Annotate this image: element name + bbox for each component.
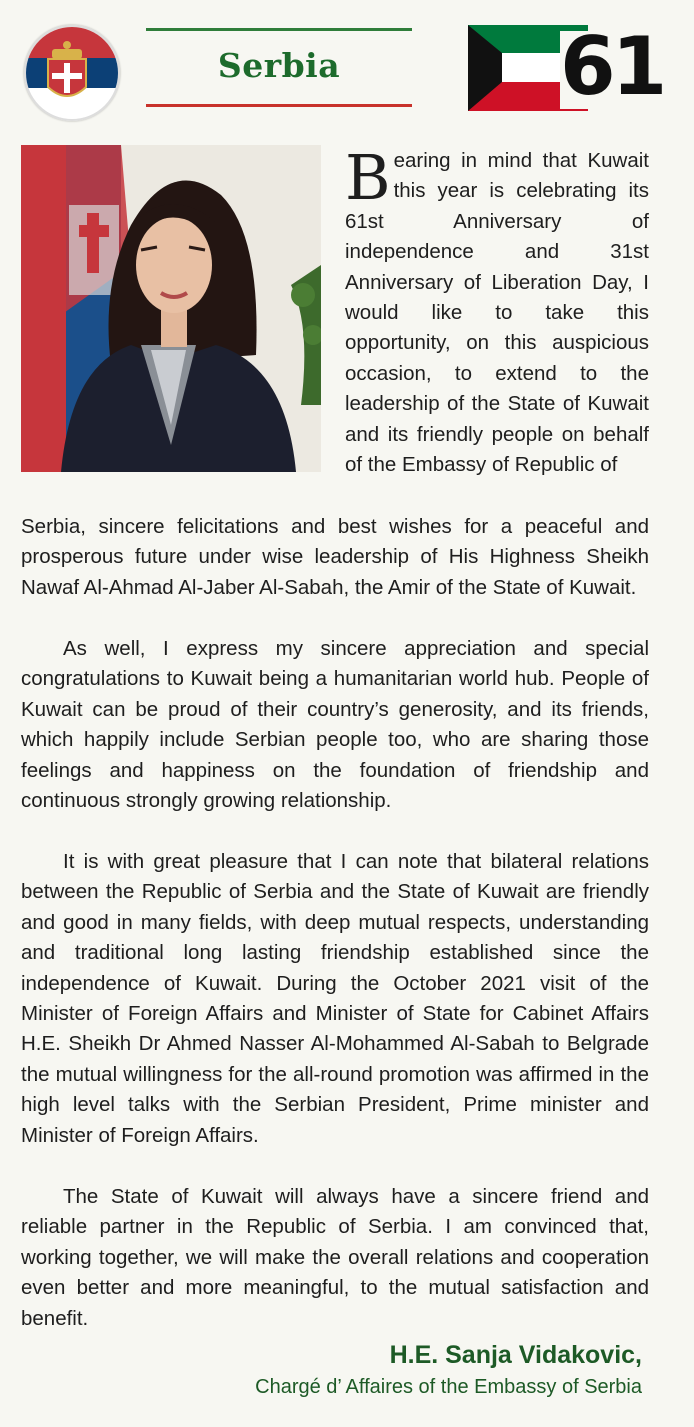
signature-role: Chargé d’ Affaires of the Embassy of Serbia (255, 1376, 642, 1398)
paragraph-3 (21, 847, 649, 1151)
kuwait-61-badge (468, 20, 664, 113)
drop-cap: B (345, 141, 391, 214)
paragraph-4-text: The State of Kuwait will always have a sincere friend and reliable partner in the Republic of Serbia. I am convinced that, working together, we will make the overall relations and cooperation even better and more meaningful, to the mutual satisfaction and benefit. (21, 1185, 649, 1330)
portrait-photo (21, 145, 321, 472)
signature-name: H.E. Sanja Vidakovic, (389, 1341, 642, 1369)
page-title: Serbia (217, 46, 341, 85)
badge-number: 61 (560, 20, 664, 113)
intro-continued-text: Serbia, sincere felicitations and best wishes for a peaceful and prosperous future under wise leadership of His Highness Sheikh Nawaf Al-Ahmad Al-Jaber Al-Sabah, the Amir of the State of Kuwait. (21, 515, 649, 599)
title-block (146, 28, 412, 108)
intro-paragraph (345, 141, 649, 480)
paragraph-2 (21, 634, 649, 816)
paragraph-2-text: As well, I express my sincere appreciation and special congratulations to Kuwait being a humanitarian world hub. People of Kuwait can be proud of their country’s generosity, and its friends, which happily include Serbian people too, who are sharing those feelings and happiness on the foundation of friendship and continuous strongly growing relationship. (21, 637, 649, 813)
intro-continued (21, 512, 649, 603)
paragraph-4 (21, 1182, 649, 1334)
paragraph-3-text: It is with great pleasure that I can note that bilateral relations between the Republic of Serbia and the State of Kuwait are friendly and good in many fields, with deep mutual respects, understanding and traditional long lasting friendship established since the independence of Kuwait. During the October 2021 visit of the Minister of Foreign Affairs and Minister of State for Cabinet Affairs H.E. Sheikh Dr Ahmed Nasser Al-Mohammed Al-Sabah to Belgrade the mutual willingness for the all-round promotion was affirmed in the high level talks with the Serbian President, Prime minister and Minister of Foreign Affairs. (21, 850, 649, 1147)
title-rule-bottom (146, 104, 412, 107)
serbia-flag-icon (24, 25, 120, 121)
title-rule-top (146, 28, 412, 31)
intro-right-text: earing in mind that Kuwait this year is celebrating its 61st Anniversary of independence and 31st Anniversary of Liberation Day, I would like to take this opportunity, on this auspicious occasion, to extend to the leadership of the State of Kuwait and its friendly people on behalf of the Embassy of Republic of (345, 149, 649, 477)
